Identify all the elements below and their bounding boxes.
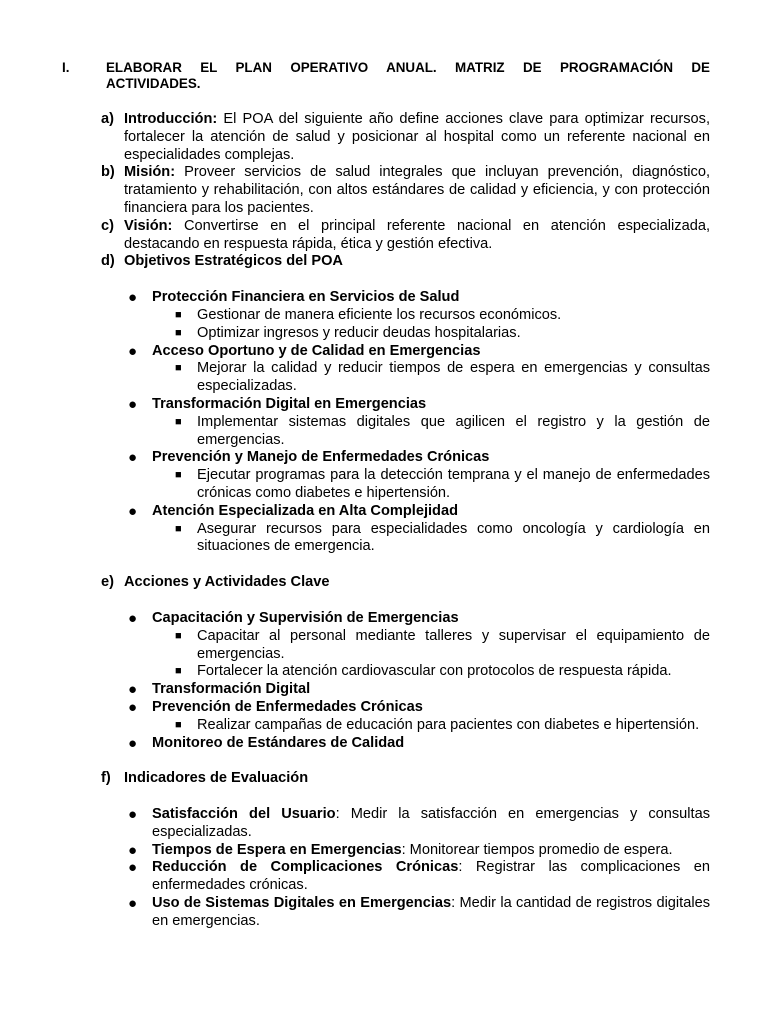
bullet-icon: ● <box>128 609 138 627</box>
sub-list-item-text: Gestionar de manera eficiente los recursos económicos. <box>197 306 562 323</box>
list-item-title: Atención Especializada en Alta Complejidad <box>152 502 458 519</box>
heading-line-1: ELABORAR EL PLAN OPERATIVO ANUAL. MATRIZ DE PROGRAMACIÓN DE <box>106 60 710 75</box>
bullet-icon: ● <box>128 502 138 520</box>
sub-list-item-text: Fortalecer la atención cardiovascular con protocolos de respuesta rápida. <box>197 663 672 680</box>
list-item-title: Tiempos de Espera en Emergencias <box>152 841 402 858</box>
section-label: f) <box>101 770 111 787</box>
list-item <box>0 610 710 628</box>
list-item <box>0 806 710 842</box>
bullet-icon: ● <box>128 859 138 877</box>
section-label: c) <box>101 217 114 234</box>
sub-list-item <box>0 467 710 503</box>
list-item-title: Acceso Oportuno y de Calidad en Emergencias <box>152 342 481 359</box>
list-item-title: Capacitación y Supervisión de Emergencias <box>152 609 459 626</box>
list-item <box>0 343 710 361</box>
bullet-icon: ● <box>128 806 138 824</box>
sub-list-item-text: Mejorar la calidad y reducir tiempos de espera en emergencias y consultas especializadas. <box>197 360 710 395</box>
list-item-title: Prevención de Enfermedades Crónicas <box>152 698 423 715</box>
section-heading <box>62 60 710 92</box>
section-d-objetivos <box>0 253 710 271</box>
list-item <box>0 895 710 931</box>
bullet-icon: ● <box>128 395 138 413</box>
list-item-text: : Medir la cantidad de registros digitales en emergencias. <box>152 895 710 929</box>
sub-list-item-text: Ejecutar programas para la detección temprana y el manejo de enfermedades crónicas como diabetes e hipertensión. <box>197 467 710 501</box>
section-f-indicadores <box>0 770 710 788</box>
list-item-text: : Medir la satisfacción en emergencias y consultas especializadas. <box>152 806 710 840</box>
list-item-title: Uso de Sistemas Digitales en Emergencias <box>152 895 452 912</box>
section-label: e) <box>101 574 114 591</box>
list-item-text: : Monitorear tiempos promedio de espera. <box>401 841 673 858</box>
sub-list-item <box>0 360 710 396</box>
sub-list-item <box>0 663 710 681</box>
list-item <box>0 699 710 717</box>
section-text: Convertirse en el principal referente nacional en atención especializada, destacando en respuesta rápida, ética y gestión efectiva. <box>124 217 710 252</box>
heading-line-2: ACTIVIDADES. <box>106 76 201 91</box>
square-bullet-icon: ■ <box>175 629 182 642</box>
sub-list-item-text: Realizar campañas de educación para pacientes con diabetes e hipertensión. <box>197 716 700 733</box>
sub-list-item-text: Optimizar ingresos y reducir deudas hospitalarias. <box>197 324 521 341</box>
section-label: b) <box>101 164 115 181</box>
section-c-vision <box>0 218 710 254</box>
sub-list-item-text: Asegurar recursos para especialidades como oncología y cardiología en situaciones de emergencia. <box>197 520 710 555</box>
square-bullet-icon: ■ <box>175 308 182 321</box>
list-item <box>0 681 710 699</box>
list-item <box>0 859 710 895</box>
bullet-icon: ● <box>128 449 138 467</box>
square-bullet-icon: ■ <box>175 718 182 731</box>
square-bullet-icon: ■ <box>175 469 182 482</box>
list-item <box>0 735 710 753</box>
section-label: d) <box>101 253 115 270</box>
square-bullet-icon: ■ <box>175 326 182 339</box>
list-item <box>0 289 710 307</box>
sub-list-item <box>0 414 710 450</box>
bullet-icon: ● <box>128 841 138 859</box>
list-item-title: Reducción de Complicaciones Crónicas <box>152 859 459 876</box>
bullet-icon: ● <box>128 342 138 360</box>
sub-list-item <box>0 717 710 735</box>
bullet-icon: ● <box>128 734 138 752</box>
section-a-introduccion <box>0 111 710 164</box>
section-title: Misión: <box>124 164 176 181</box>
section-title: Acciones y Actividades Clave <box>124 574 330 591</box>
bullet-icon: ● <box>128 895 138 913</box>
heading-number: I. <box>62 60 70 75</box>
list-item-title: Transformación Digital en Emergencias <box>152 395 427 412</box>
sub-list-item-text: Implementar sistemas digitales que agilicen el registro y la gestión de emergencias. <box>197 413 710 448</box>
document-content <box>0 111 768 931</box>
list-item <box>0 449 710 467</box>
section-e-acciones <box>0 574 710 592</box>
list-item-text: : Registrar las complicaciones en enfermedades crónicas. <box>152 859 710 894</box>
square-bullet-icon: ■ <box>175 415 182 428</box>
list-item-title: Satisfacción del Usuario <box>152 806 336 823</box>
sub-list-item-text: Capacitar al personal mediante talleres y supervisar el equipamiento de emergencias. <box>197 627 710 662</box>
list-item <box>0 503 710 521</box>
sub-list-item <box>0 628 710 664</box>
sub-list-item <box>0 307 710 325</box>
square-bullet-icon: ■ <box>175 522 182 535</box>
square-bullet-icon: ■ <box>175 362 182 375</box>
list-item-title: Transformación Digital <box>152 681 311 698</box>
section-label: a) <box>101 111 114 127</box>
section-title: Objetivos Estratégicos del POA <box>124 253 343 270</box>
list-item-title: Prevención y Manejo de Enfermedades Crónicas <box>152 449 490 466</box>
sub-list-item <box>0 521 710 557</box>
list-item-title: Monitoreo de Estándares de Calidad <box>152 734 405 751</box>
section-title: Visión: <box>124 217 173 234</box>
section-text: Proveer servicios de salud integrales que incluyan prevención, diagnóstico, tratamiento y rehabilitación, con altos estándares de calidad y eficiencia, y con protección financiera para los pacientes. <box>124 164 710 216</box>
section-b-mision <box>0 164 710 217</box>
square-bullet-icon: ■ <box>175 665 182 678</box>
list-item-title: Protección Financiera en Servicios de Salud <box>152 289 460 306</box>
bullet-icon: ● <box>128 289 138 307</box>
bullet-icon: ● <box>128 681 138 699</box>
bullet-icon: ● <box>128 698 138 716</box>
section-text: El POA del siguiente año define acciones clave para optimizar recursos, fortalecer la atención de salud y posicionar al hospital como un referente nacional en especialidades complejas. <box>124 111 710 163</box>
list-item <box>0 842 710 860</box>
section-title: Introducción: <box>124 111 218 127</box>
sub-list-item <box>0 325 710 343</box>
list-item <box>0 396 710 414</box>
section-title: Indicadores de Evaluación <box>124 770 309 787</box>
